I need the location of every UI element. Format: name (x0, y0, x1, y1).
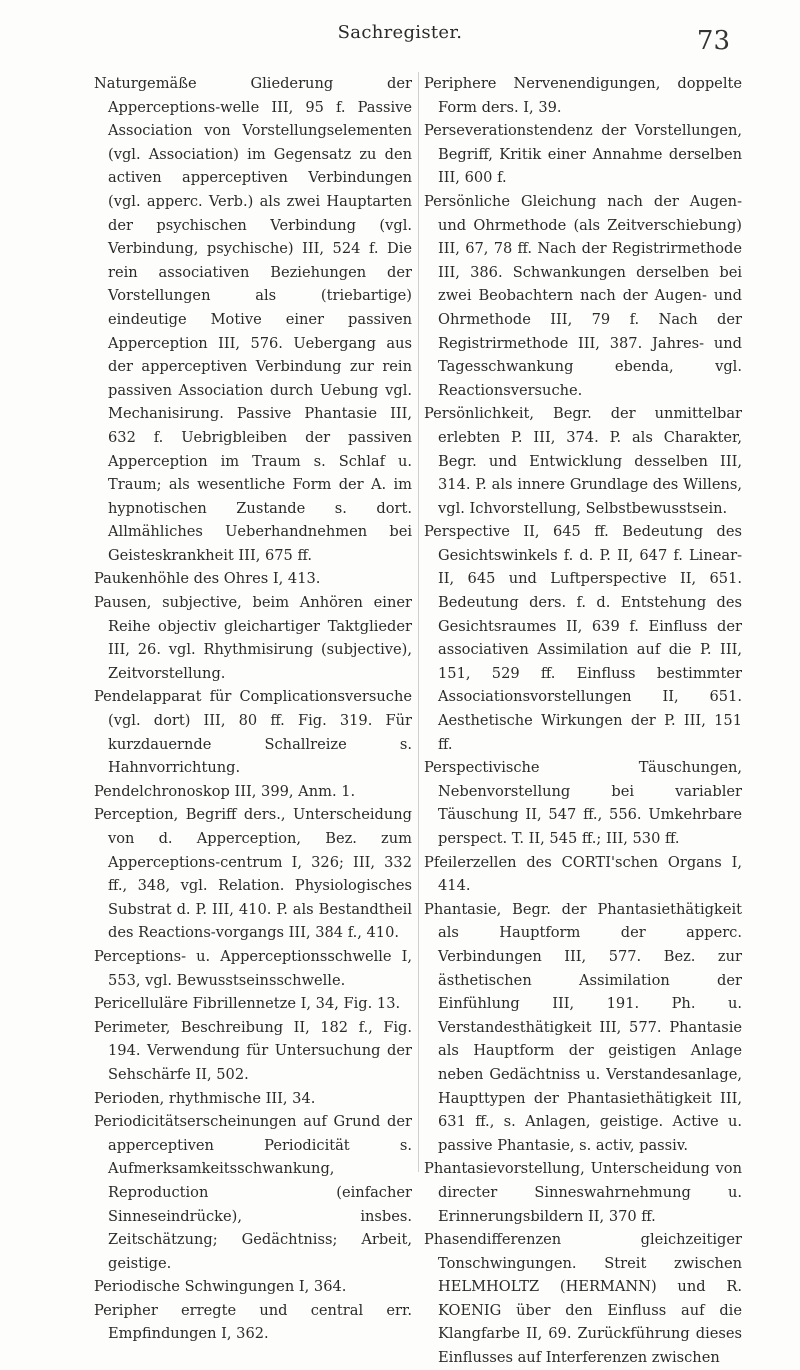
index-entry: Pfeilerzellen des CORTI'schen Organs I, 414. (424, 853, 742, 895)
index-entry: Naturgemäße Gliederung der Apperceptions-welle III, 95 f. Passive Association von Vorstellungselementen (vgl. Association) im Gegensatz zu den activen apperceptiven Verbindungen (vgl. apperc. Verb.) als zwei Hauptarten der psychischen Verbindung (vgl. Verbindung, psychische) III, 524 f. Die rein associativen Beziehungen der Vorstellungen als (triebartige) eindeutige Motive einer passiven Apperception III, 576. Uebergang aus der apperceptiven Verbindung zur rein passiven Association durch Uebung vgl. Mechanisirung. Passive Phantasie III, 632 f. Uebrigbleiben der passiven Apperception im Traum s. Schlaf u. Traum; als wesentliche Form der A. im hypnotischen Zustande s. dort. Allmähliches Ueberhandnehmen bei Geisteskrankheit III, 675 ff. (94, 75, 412, 564)
index-entry: Pausen, subjective, beim Anhören einer Reihe objectiv gleichartiger Taktglieder III, 26. vgl. Rhythmisirung (subjective), Zeitvorstellung. (94, 594, 412, 682)
index-entry: Phantasie, Begr. der Phantasiethätigkeit als Hauptform der apperc. Verbindungen III, 577. Bez. zur ästhetischen Assimilation der Einfühlung III, 191. Ph. u. Verstandesthätigkeit III, 577. Phantasie als Hauptform der geistigen Anlage neben Gedächtniss u. Verstandesanlage, Haupttypen der Phantasiethätigkeit III, 631 ff., s. Anlagen, geistige. Active u. passive Phantasie, s. activ, passiv. (424, 900, 742, 1154)
index-entry: Pendelchronoskop III, 399, Anm. 1. (94, 782, 356, 800)
index-entry: Peripher erregte und central err. Empfindungen I, 362. (94, 1301, 412, 1343)
index-entry: Phasendifferenzen gleichzeitiger Tonschwingungen. Streit zwischen HELMHOLTZ (HERMANN) und R. KOENIG über den Einfluss auf die Klangfarbe II, 69. Zurückführung dieses Einflusses auf Interferenzen zwischen (424, 1231, 742, 1367)
index-entry: Perception, Begriff ders., Unterscheidung von d. Apperception, Bez. zum Apperceptions-centrum I, 326; III, 332 ff., 348, vgl. Relation. Physiologisches Substrat d. P. III, 410. P. als Bestandtheil des Reactions-vorgangs III, 384 f., 410. (94, 806, 412, 942)
column-divider (418, 72, 419, 1172)
page-number: 73 (696, 26, 730, 56)
index-entry: Perioden, rhythmische III, 34. (94, 1089, 316, 1107)
right-column (424, 72, 742, 1370)
index-entry: Persönlichkeit, Begr. der unmittelbar erlebten P. III, 374. P. als Charakter, Begr. und Entwicklung desselben III, 314. P. als innere Grundlage des Willens, vgl. Ichvorstellung, Selbstbewusstsein. (424, 405, 742, 517)
index-entry: Periphere Nervenendigungen, doppelte Form ders. I, 39. (424, 75, 742, 116)
index-entry: Pendelapparat für Complicationsversuche (vgl. dort) III, 80 ff. Fig. 319. Für kurzdauernde Schallreize s. Hahnvorrichtung. (94, 688, 412, 777)
index-entry: Paukenhöhle des Ohres I, 413. (94, 570, 321, 588)
index-entry: Pericelluläre Fibrillennetze I, 34, Fig. 13. (94, 995, 401, 1013)
index-entry: Perseverationstendenz der Vorstellungen, Begriff, Kritik einer Annahme derselben III, 600 f. (424, 122, 742, 187)
index-entry: Persönliche Gleichung nach der Augen- und Ohrmethode (als Zeitverschiebung) III, 67, 78 ff. Nach der Registrirmethode III, 386. Schwankungen derselben bei zwei Beobachtern nach der Augen- und Ohrmethode III, 79 f. Nach der Registrirmethode III, 387. Jahres- und Tagesschwankung ebenda, vgl. Reactionsversuche. (424, 192, 742, 399)
index-entry: Periodische Schwingungen I, 364. (94, 1278, 347, 1296)
index-entry: Perspectivische Täuschungen, Nebenvorstellung bei variabler Täuschung II, 547 ff., 556. Umkehrbare perspect. T. II, 545 ff.; III, 530 ff. (424, 759, 742, 847)
index-entry: Perimeter, Beschreibung II, 182 f., Fig. 194. Verwendung für Untersuchung der Sehschärfe II, 502. (94, 1018, 412, 1083)
index-entry: Periodicitätserscheinungen auf Grund der apperceptiven Periodicität s. Aufmerksamkeitsschwankung, Reproduction (einfacher Sinneseindrücke), insbes. Zeitschätzung; Gedächtniss; Arbeit, geistige. (94, 1113, 412, 1272)
page-header (0, 20, 800, 56)
index-entry: Phantasievorstellung, Unterscheidung von directer Sinneswahrnehmung u. Erinnerungsbildern II, 370 ff. (424, 1160, 742, 1225)
left-column (94, 72, 412, 1346)
running-title: Sachregister. (337, 22, 463, 43)
index-entry: Perceptions- u. Apperceptionsschwelle I, 553, vgl. Bewusstseinsschwelle. (94, 947, 412, 989)
index-entry: Perspective II, 645 ff. Bedeutung des Gesichtswinkels f. d. P. II, 647 f. Linear- II, 645 und Luftperspective II, 651. Bedeutung ders. f. d. Entstehung des Gesichtsraumes II, 639 f. Einfluss der associativen Assimilation auf die P. III, 151, 529 ff. Einfluss bestimmter Associationsvorstellungen II, 651. Aesthetische Wirkungen der P. III, 151 ff. (424, 523, 742, 753)
